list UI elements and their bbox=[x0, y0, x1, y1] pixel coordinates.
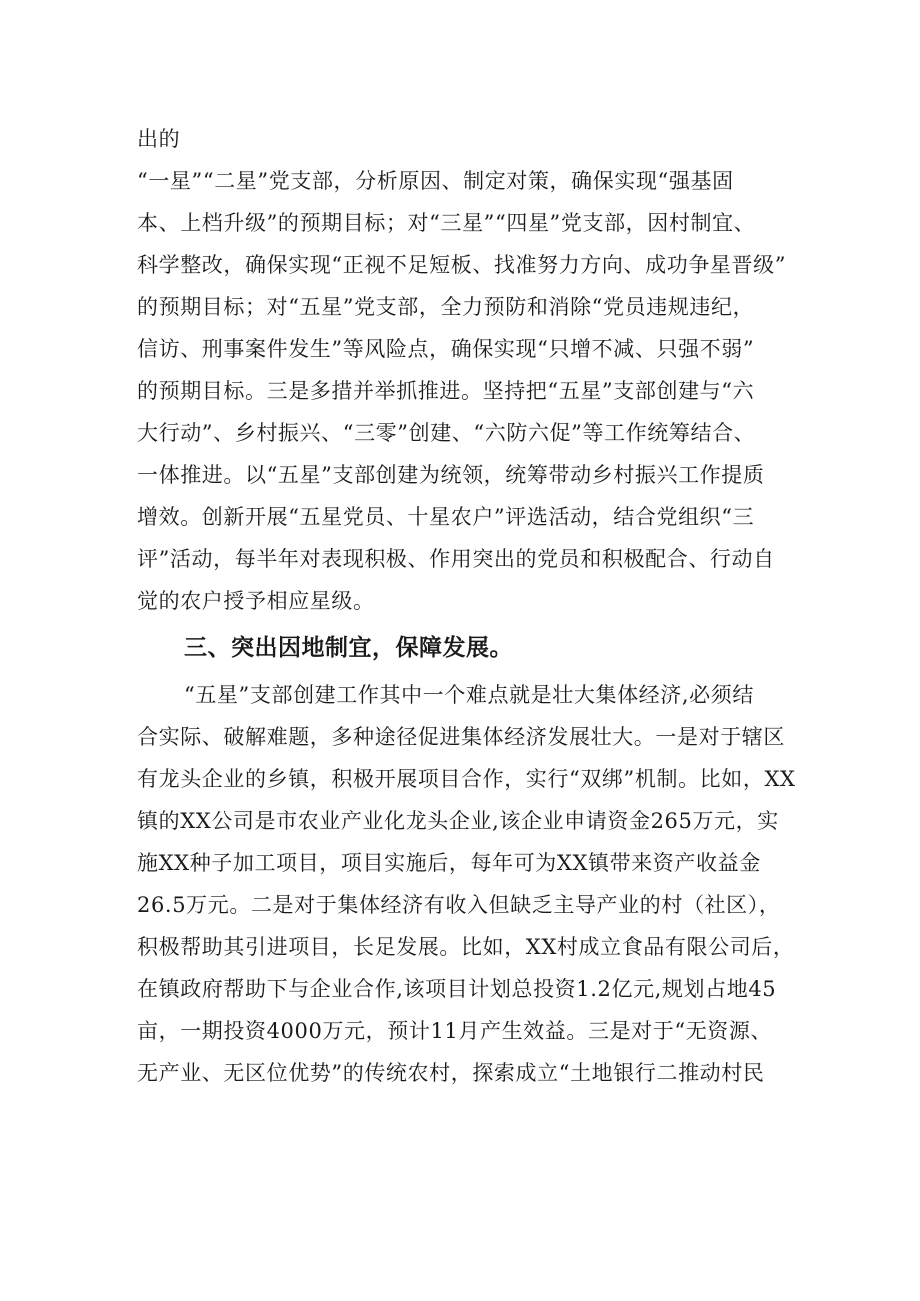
body-text-line: 一体推进。以“五星”支部创建为统领，统筹带动乡村振兴工作提质 bbox=[137, 463, 765, 487]
body-text-line: 觉的农户授予相应星级。 bbox=[137, 589, 375, 613]
body-text-line: 镇的XX公司是市农业产业化龙头企业,该企业申请资金265万元，实 bbox=[137, 809, 779, 833]
body-text-line: 施XX种子加工项目，项目实施后，每年可为XX镇带来资产收益金 bbox=[137, 851, 761, 875]
body-text-line: 增效。创新开展“五星党员、十星农户”评选活动，结合党组织“三 bbox=[137, 505, 755, 529]
body-text-line: 26.5万元。二是对于集体经济有收入但缺乏主导产业的村（社区）， bbox=[137, 893, 781, 917]
body-text-line: 本、上档升级”的预期目标；对“三星”“四星”党支部，因村制宜、 bbox=[137, 211, 756, 235]
body-text-line: 信访、刑事案件发生”等风险点，确保实现“只增不减、只强不弱” bbox=[137, 337, 755, 361]
body-text-line: 合实际、破解难题，多种途径促进集体经济发展壮大。一是对于辖区 bbox=[137, 725, 785, 749]
body-text-line: 亩，一期投资4000万元，预计11月产生效益。三是对于“无资源、 bbox=[137, 1019, 773, 1043]
body-text-line: 评”活动，每半年对表现积极、作用突出的党员和积极配合、行动自 bbox=[137, 547, 775, 571]
body-text-line: 无产业、无区位优势”的传统农村，探索成立“土地银行二推动村民 bbox=[137, 1061, 765, 1085]
body-text-line: 积极帮助其引进项目，长足发展。比如，XX村成立食品有限公司后， bbox=[137, 935, 795, 959]
body-text-line: 科学整改，确保实现“正视不足短板、找准努力方向、成功争星晋级” bbox=[137, 253, 787, 277]
body-text-line: 有龙头企业的乡镇，积极开展项目合作，实行“双绑”机制。比如，XX bbox=[137, 767, 796, 791]
body-text-line: “一星”“二星”党支部，分析原因、制定对策，确保实现“强基固 bbox=[137, 169, 734, 193]
body-text-line: “五星”支部创建工作其中一个难点就是壮大集体经济,必须结 bbox=[184, 683, 754, 707]
body-text-line: 的预期目标。三是多措并举抓推进。坚持把“五星”支部创建与“六 bbox=[137, 379, 755, 403]
body-text-line: 在镇政府帮助下与企业合作,该项目计划总投资1.2亿元,规划占地45 bbox=[137, 977, 777, 1001]
body-text-line: 大行动”、乡村振兴、“三零”创建、“六防六促”等工作统筹结合、 bbox=[137, 421, 756, 445]
section-heading: 三、突出因地制宜，保障发展。 bbox=[184, 635, 513, 661]
body-text-line: 出的 bbox=[137, 127, 181, 151]
body-text-line: 的预期目标；对“五星”党支部，全力预防和消除“党员违规违纪， bbox=[137, 295, 755, 319]
